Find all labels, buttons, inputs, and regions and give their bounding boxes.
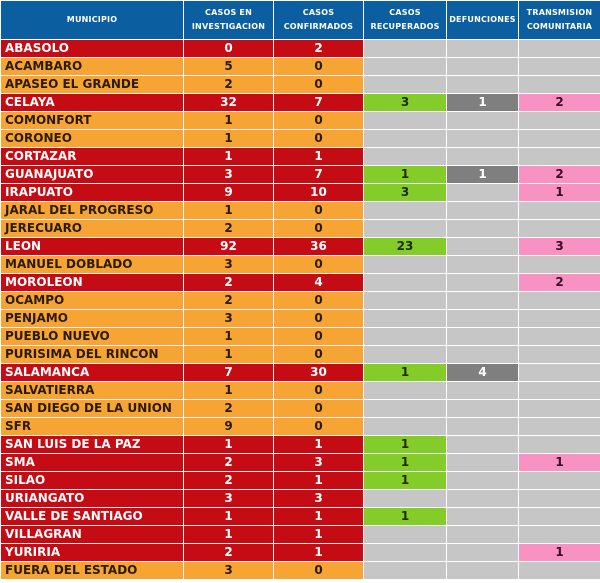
investigacion-cell: 2 (184, 76, 273, 93)
investigacion-cell: 2 (184, 274, 273, 291)
municipio-cell: PENJAMO (1, 310, 183, 327)
confirmados-cell: 7 (274, 166, 363, 183)
municipio-cell: JARAL DEL PROGRESO (1, 202, 183, 219)
municipio-cell: CORTAZAR (1, 148, 183, 165)
recuperados-cell (364, 256, 446, 273)
transmision-cell (519, 220, 600, 237)
defunciones-cell (447, 544, 518, 561)
table-row (1, 544, 600, 561)
municipio-cell: GUANAJUATO (1, 166, 183, 183)
recuperados-cell (364, 220, 446, 237)
transmision-cell: 2 (519, 94, 600, 111)
table-row (1, 418, 600, 435)
header-municipio-label: MUNICIPIO (66, 15, 118, 24)
confirmados-cell: 0 (274, 418, 363, 435)
transmision-cell (519, 418, 600, 435)
recuperados-cell: 1 (364, 364, 446, 381)
transmision-cell: 1 (519, 544, 600, 561)
investigacion-cell: 2 (184, 472, 273, 489)
header-confirmados-line2: CONFIRMADOS (283, 22, 354, 31)
transmision-cell (519, 58, 600, 75)
recuperados-cell (364, 346, 446, 363)
investigacion-cell: 92 (184, 238, 273, 255)
municipio-cell: APASEO EL GRANDE (1, 76, 183, 93)
header-row (1, 1, 600, 39)
recuperados-cell (364, 130, 446, 147)
header-investigacion-line1: CASOS EN (205, 8, 252, 17)
investigacion-cell: 0 (184, 40, 273, 57)
table-row (1, 202, 600, 219)
defunciones-cell (447, 472, 518, 489)
municipio-cell: SALAMANCA (1, 364, 183, 381)
investigacion-cell: 1 (184, 346, 273, 363)
municipio-cell: LEON (1, 238, 183, 255)
recuperados-cell (364, 112, 446, 129)
confirmados-cell: 0 (274, 76, 363, 93)
confirmados-cell: 1 (274, 526, 363, 543)
recuperados-cell: 3 (364, 94, 446, 111)
confirmados-cell: 36 (274, 238, 363, 255)
defunciones-cell (447, 400, 518, 417)
investigacion-cell: 9 (184, 418, 273, 435)
municipio-cell: PURISIMA DEL RINCON (1, 346, 183, 363)
table-row (1, 94, 600, 111)
municipio-cell: COMONFORT (1, 112, 183, 129)
confirmados-cell: 4 (274, 274, 363, 291)
defunciones-cell (447, 148, 518, 165)
confirmados-cell: 0 (274, 562, 363, 579)
confirmados-cell: 0 (274, 292, 363, 309)
recuperados-cell (364, 202, 446, 219)
confirmados-cell: 7 (274, 94, 363, 111)
defunciones-cell (447, 454, 518, 471)
investigacion-cell: 2 (184, 292, 273, 309)
table-row (1, 436, 600, 453)
header-recuperados-line1: CASOS (389, 8, 421, 17)
recuperados-cell: 23 (364, 238, 446, 255)
recuperados-cell (364, 76, 446, 93)
investigacion-cell: 3 (184, 490, 273, 507)
defunciones-cell (447, 526, 518, 543)
municipio-cell: VALLE DE SANTIAGO (1, 508, 183, 525)
table-row (1, 472, 600, 489)
investigacion-cell: 32 (184, 94, 273, 111)
municipio-cell: VILLAGRAN (1, 526, 183, 543)
investigacion-cell: 1 (184, 148, 273, 165)
recuperados-cell (364, 292, 446, 309)
transmision-cell (519, 112, 600, 129)
transmision-cell: 1 (519, 184, 600, 201)
confirmados-cell: 0 (274, 130, 363, 147)
header-municipio (1, 1, 183, 39)
recuperados-cell (364, 562, 446, 579)
table-row (1, 220, 600, 237)
confirmados-cell: 0 (274, 202, 363, 219)
table-row (1, 184, 600, 201)
transmision-cell (519, 148, 600, 165)
recuperados-cell (364, 40, 446, 57)
confirmados-cell: 0 (274, 256, 363, 273)
recuperados-cell: 3 (364, 184, 446, 201)
defunciones-cell (447, 310, 518, 327)
defunciones-cell (447, 202, 518, 219)
investigacion-cell: 1 (184, 526, 273, 543)
confirmados-cell: 1 (274, 472, 363, 489)
investigacion-cell: 3 (184, 166, 273, 183)
confirmados-cell: 30 (274, 364, 363, 381)
municipio-cell: SAN DIEGO DE LA UNION (1, 400, 183, 417)
defunciones-cell (447, 418, 518, 435)
transmision-cell (519, 400, 600, 417)
transmision-cell (519, 328, 600, 345)
investigacion-cell: 2 (184, 544, 273, 561)
defunciones-cell: 1 (447, 166, 518, 183)
recuperados-cell: 1 (364, 454, 446, 471)
recuperados-cell: 1 (364, 166, 446, 183)
municipio-cell: MANUEL DOBLADO (1, 256, 183, 273)
table-row (1, 58, 600, 75)
transmision-cell (519, 490, 600, 507)
municipio-cell: CORONEO (1, 130, 183, 147)
transmision-cell (519, 472, 600, 489)
table-row (1, 526, 600, 543)
investigacion-cell: 1 (184, 508, 273, 525)
defunciones-cell (447, 274, 518, 291)
municipio-cell: SILAO (1, 472, 183, 489)
defunciones-cell: 1 (447, 94, 518, 111)
municipio-cell: SAN LUIS DE LA PAZ (1, 436, 183, 453)
investigacion-cell: 1 (184, 202, 273, 219)
recuperados-cell: 1 (364, 472, 446, 489)
table-row (1, 274, 600, 291)
header-recuperados (364, 1, 446, 39)
municipio-cell: URIANGATO (1, 490, 183, 507)
table-row (1, 40, 600, 57)
transmision-cell (519, 310, 600, 327)
transmision-cell (519, 364, 600, 381)
recuperados-cell (364, 418, 446, 435)
municipio-cell: JERECUARO (1, 220, 183, 237)
confirmados-cell: 0 (274, 328, 363, 345)
table-row (1, 364, 600, 381)
table-row (1, 346, 600, 363)
investigacion-cell: 2 (184, 454, 273, 471)
defunciones-cell (447, 40, 518, 57)
recuperados-cell (364, 382, 446, 399)
header-confirmados-line1: CASOS (302, 8, 335, 17)
table-row (1, 382, 600, 399)
recuperados-cell (364, 544, 446, 561)
header-investigacion (184, 1, 273, 39)
transmision-cell (519, 130, 600, 147)
investigacion-cell: 1 (184, 382, 273, 399)
investigacion-cell: 3 (184, 310, 273, 327)
table-row (1, 292, 600, 309)
transmision-cell: 2 (519, 274, 600, 291)
table-row (1, 76, 600, 93)
recuperados-cell (364, 526, 446, 543)
investigacion-cell: 7 (184, 364, 273, 381)
municipio-cell: FUERA DEL ESTADO (1, 562, 183, 579)
table-row (1, 310, 600, 327)
municipio-cell: SFR (1, 418, 183, 435)
transmision-cell (519, 508, 600, 525)
municipio-cell: SMA (1, 454, 183, 471)
defunciones-cell (447, 130, 518, 147)
header-confirmados (274, 1, 363, 39)
confirmados-cell: 0 (274, 220, 363, 237)
confirmados-cell: 0 (274, 112, 363, 129)
transmision-cell: 3 (519, 238, 600, 255)
defunciones-cell (447, 346, 518, 363)
transmision-cell (519, 562, 600, 579)
transmision-cell (519, 346, 600, 363)
transmision-cell (519, 202, 600, 219)
recuperados-cell (364, 490, 446, 507)
recuperados-cell: 1 (364, 508, 446, 525)
investigacion-cell: 1 (184, 112, 273, 129)
defunciones-cell (447, 508, 518, 525)
municipio-cell: ACAMBARO (1, 58, 183, 75)
confirmados-cell: 3 (274, 454, 363, 471)
defunciones-cell (447, 220, 518, 237)
table-body (1, 40, 600, 579)
defunciones-cell (447, 328, 518, 345)
confirmados-cell: 0 (274, 58, 363, 75)
recuperados-cell (364, 58, 446, 75)
investigacion-cell: 9 (184, 184, 273, 201)
confirmados-cell: 3 (274, 490, 363, 507)
investigacion-cell: 3 (184, 256, 273, 273)
table-row (1, 130, 600, 147)
header-transmision-line1: TRANSMISION (526, 8, 593, 17)
confirmados-cell: 0 (274, 310, 363, 327)
confirmados-cell: 1 (274, 544, 363, 561)
defunciones-cell (447, 256, 518, 273)
recuperados-cell (364, 400, 446, 417)
defunciones-cell (447, 112, 518, 129)
municipio-cell: SALVATIERRA (1, 382, 183, 399)
transmision-cell: 1 (519, 454, 600, 471)
confirmados-cell: 0 (274, 400, 363, 417)
table-row (1, 148, 600, 165)
transmision-cell (519, 292, 600, 309)
header-defunciones-label: DEFUNCIONES (449, 15, 516, 24)
table-row (1, 256, 600, 273)
header-defunciones (447, 1, 518, 39)
table-row (1, 328, 600, 345)
table-row (1, 112, 600, 129)
defunciones-cell (447, 436, 518, 453)
confirmados-cell: 10 (274, 184, 363, 201)
transmision-cell (519, 526, 600, 543)
defunciones-cell (447, 76, 518, 93)
header-transmision (519, 1, 600, 39)
transmision-cell (519, 436, 600, 453)
recuperados-cell (364, 310, 446, 327)
defunciones-cell (447, 490, 518, 507)
table-row (1, 166, 600, 183)
investigacion-cell: 1 (184, 436, 273, 453)
municipio-cell: CELAYA (1, 94, 183, 111)
recuperados-cell (364, 148, 446, 165)
defunciones-cell (447, 562, 518, 579)
investigacion-cell: 5 (184, 58, 273, 75)
municipio-cell: OCAMPO (1, 292, 183, 309)
defunciones-cell (447, 382, 518, 399)
table-row (1, 508, 600, 525)
header-recuperados-line2: RECUPERADOS (370, 22, 440, 31)
table-row (1, 400, 600, 417)
transmision-cell (519, 256, 600, 273)
investigacion-cell: 2 (184, 220, 273, 237)
confirmados-cell: 1 (274, 436, 363, 453)
table-row (1, 562, 600, 579)
defunciones-cell (447, 184, 518, 201)
defunciones-cell (447, 58, 518, 75)
table-row (1, 454, 600, 471)
recuperados-cell (364, 328, 446, 345)
transmision-cell (519, 382, 600, 399)
confirmados-cell: 0 (274, 346, 363, 363)
table-row (1, 238, 600, 255)
municipio-cell: IRAPUATO (1, 184, 183, 201)
confirmados-cell: 0 (274, 382, 363, 399)
table-row (1, 490, 600, 507)
defunciones-cell (447, 238, 518, 255)
investigacion-cell: 1 (184, 130, 273, 147)
investigacion-cell: 3 (184, 562, 273, 579)
recuperados-cell: 1 (364, 436, 446, 453)
investigacion-cell: 1 (184, 328, 273, 345)
municipio-cell: YURIRIA (1, 544, 183, 561)
defunciones-cell (447, 292, 518, 309)
transmision-cell (519, 76, 600, 93)
header-transmision-line2: COMUNITARIA (526, 22, 593, 31)
municipio-cell: MOROLEON (1, 274, 183, 291)
confirmados-cell: 2 (274, 40, 363, 57)
recuperados-cell (364, 274, 446, 291)
transmision-cell (519, 40, 600, 57)
municipio-cell: PUEBLO NUEVO (1, 328, 183, 345)
municipio-cell: ABASOLO (1, 40, 183, 57)
investigacion-cell: 2 (184, 400, 273, 417)
confirmados-cell: 1 (274, 148, 363, 165)
transmision-cell: 2 (519, 166, 600, 183)
confirmados-cell: 1 (274, 508, 363, 525)
defunciones-cell: 4 (447, 364, 518, 381)
header-investigacion-line2: INVESTIGACION (191, 22, 266, 31)
